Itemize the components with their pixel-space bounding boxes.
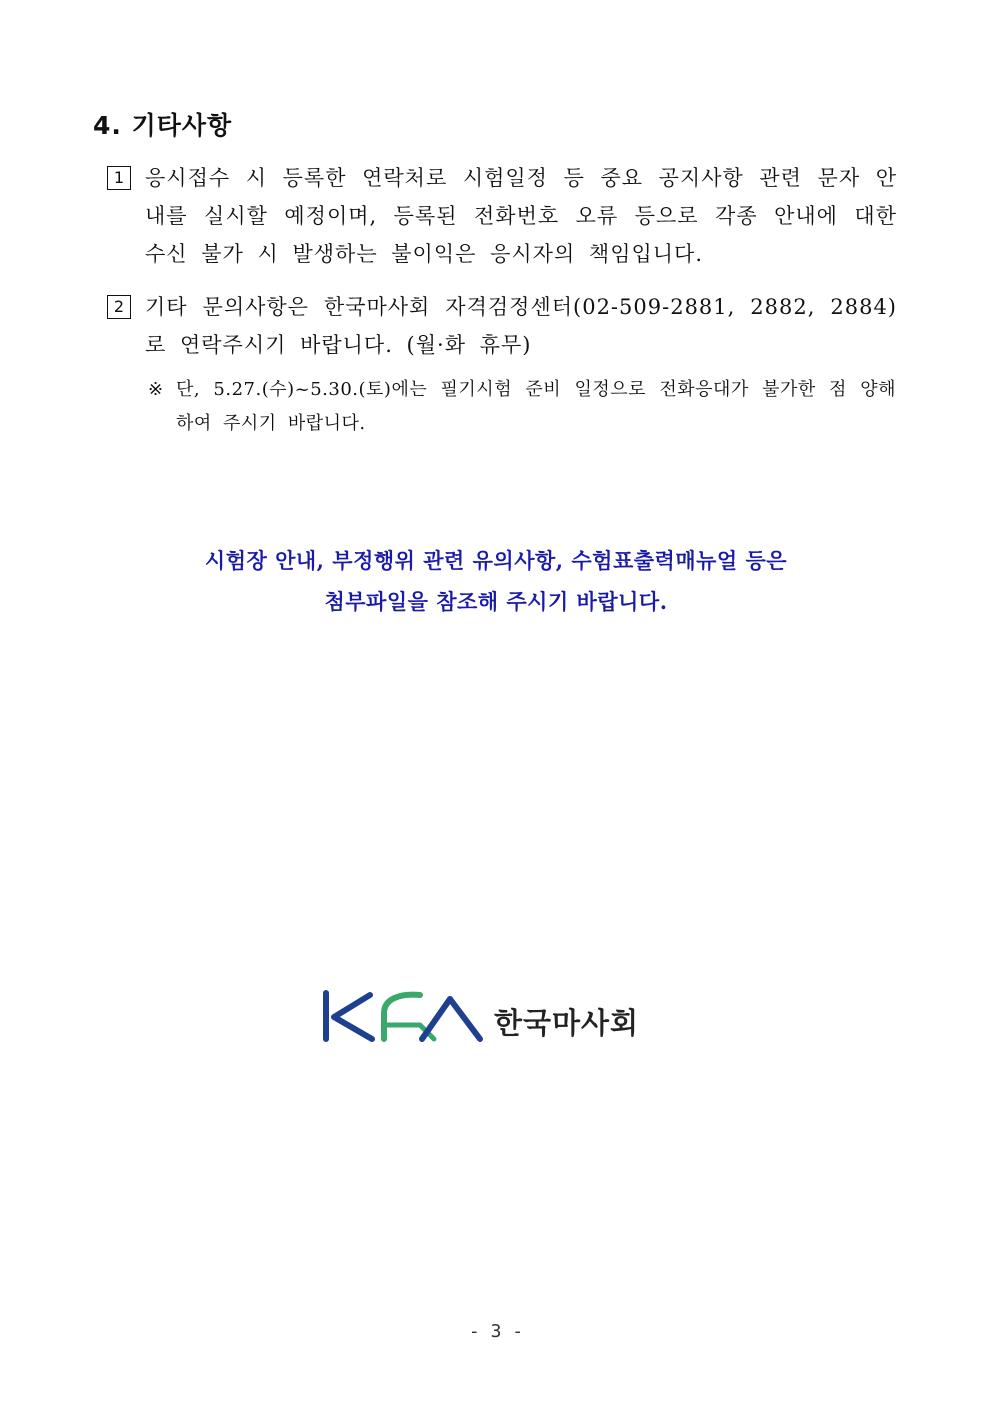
note [148, 373, 896, 441]
list-item [107, 159, 897, 273]
page-number: - 3 - [468, 1321, 524, 1342]
item-text: 응시접수 시 등록한 연락처로 시험일정 등 중요 공지사항 관련 문자 안내를 실시할 예정이며, 등록된 전화번호 오류 등으로 각종 안내에 대한 수신 불가 시 발생하는 불이익은 응시자의 책임입니다. [145, 166, 897, 266]
note-text: 단, 5.27.(수)~5.30.(토)에는 필기시험 준비 일정으로 전화응대가 불가한 점 양해하여 주시기 바랍니다. [176, 379, 896, 434]
kra-logo [322, 985, 642, 1045]
item-number-box: 1 [107, 166, 131, 190]
list-item [107, 288, 897, 364]
notice-line-2: 첨부파일을 참조해 주시기 바랍니다. [324, 589, 668, 614]
attachment-notice [0, 540, 992, 622]
notice-line-1: 시험장 안내, 부정행위 관련 유의사항, 수험표출력매뉴얼 등은 [204, 548, 788, 573]
section-title: 4. 기타사항 [93, 111, 233, 140]
reference-mark-icon: ※ [148, 379, 164, 400]
item-number-box: 2 [107, 295, 131, 319]
item-text: 기타 문의사항은 한국마사회 자격검정센터(02-509-2881, 2882, 2884)로 연락주시기 바랍니다. (월·화 휴무) [145, 295, 897, 357]
logo-org-name: 한국마사회 [494, 1006, 640, 1040]
kra-logo-mark-icon [322, 985, 487, 1045]
